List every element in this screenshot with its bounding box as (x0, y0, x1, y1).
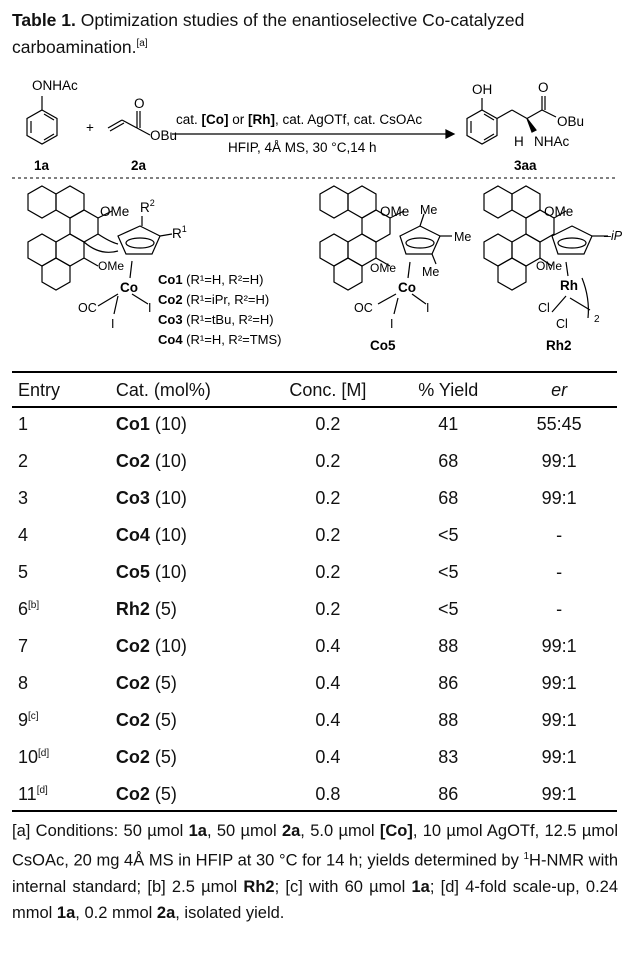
rh2-substituent: –iP (604, 229, 623, 243)
cell-yield: 86 (438, 673, 459, 693)
cell-catalyst (96, 665, 261, 702)
catalyst-name: Co2 (115, 673, 150, 693)
rh2-metal: Rh (560, 278, 578, 293)
catalyst-loading: (10) (149, 414, 187, 434)
catalyst-name: Co2 (115, 636, 150, 656)
header-entry: Entry (18, 379, 61, 400)
cell-conc: 0.4 (315, 710, 341, 730)
cell-er: - (556, 562, 563, 582)
cell-er: 55:45 (536, 414, 582, 434)
table-body (12, 406, 617, 813)
legend-co1: Co1 (R¹=H, R²=H) (158, 272, 264, 287)
catalyst-loading: (5) (149, 599, 177, 619)
table-header-row (12, 374, 617, 406)
table-row (12, 702, 617, 739)
cell-er: 99:1 (541, 747, 577, 767)
cell-er: - (556, 599, 563, 619)
table-caption (12, 8, 618, 59)
cell-conc: 0.2 (315, 599, 341, 619)
co-iodide-1: I (111, 317, 115, 331)
co5-iodide-1: I (390, 317, 394, 331)
cell-conc: 0.4 (315, 673, 341, 693)
cell-catalyst (96, 776, 261, 813)
rh2-subscript: 2 (594, 314, 600, 325)
catalyst-name: Co2 (115, 451, 150, 471)
table-row (12, 591, 617, 628)
entry-number: 3 (18, 488, 29, 508)
cell-conc: 0.2 (315, 488, 341, 508)
co5-me-2: Me (454, 230, 472, 244)
legend-co2: Co2 (R¹=iPr, R²=H) (158, 292, 270, 307)
cell-er: 99:1 (541, 636, 577, 656)
entry-number: 11 (18, 784, 37, 804)
conditions-line-1: cat. [Co] or [Rh], cat. AgOTf, cat. CsOAc (176, 112, 423, 127)
cell-entry (12, 517, 96, 554)
co5-label: Co5 (370, 338, 396, 353)
table-row (12, 739, 617, 776)
cell-er: 99:1 (541, 710, 577, 730)
catalyst-name: Co2 (115, 710, 150, 730)
footnote-bold: 1a (411, 877, 430, 896)
rh2-ome-top: OMe (544, 204, 574, 219)
footnote-text: 2.5 µmol (165, 877, 244, 896)
cell-entry (12, 739, 96, 776)
catalyst-name: Co4 (115, 525, 150, 545)
cell-yield: 68 (438, 451, 459, 471)
entry-note: [d] (36, 785, 48, 796)
cell-entry (12, 665, 96, 702)
footnote-text: ; (274, 877, 286, 896)
cell-er: 99:1 (541, 673, 577, 693)
catalyst-loading: (10) (149, 562, 187, 582)
cell-entry (12, 480, 96, 517)
cell-catalyst (96, 480, 261, 517)
co5-ome-bottom: OMe (370, 261, 397, 275)
entry-number: 9 (18, 710, 29, 730)
cell-entry (12, 776, 96, 813)
reagent-2a-group: OBu (150, 128, 178, 143)
entry-number: 5 (18, 562, 29, 582)
cell-conc: 0.2 (315, 562, 341, 582)
cell-yield: <5 (437, 562, 459, 582)
co5-me-1: Me (420, 203, 438, 217)
entry-number: 10 (18, 747, 39, 767)
entry-number: 7 (18, 636, 29, 656)
catalyst-name: Co5 (115, 562, 150, 582)
footnote-bold: 1a (56, 903, 76, 922)
footnote-text: with 60 µmol (302, 877, 412, 896)
catalyst-name: Rh2 (115, 599, 150, 619)
cell-yield: 88 (438, 636, 459, 656)
cell-er: 99:1 (541, 488, 577, 508)
cell-conc: 0.4 (315, 636, 341, 656)
footnote-text: , 0.2 mmol (75, 903, 157, 922)
catalyst-name: Co1 (115, 414, 150, 434)
catalyst-loading: (5) (149, 710, 177, 730)
cell-conc: 0.2 (315, 525, 341, 545)
cell-yield: 88 (438, 710, 459, 730)
table-footnote (12, 818, 618, 926)
cell-catalyst (96, 517, 261, 554)
header-cat: Cat. (mol%) (115, 379, 211, 400)
footnote-bold: 1a (188, 822, 207, 840)
footnote-bold: 2a (281, 822, 301, 840)
entry-number: 8 (18, 673, 29, 693)
product-amide: NHAc (534, 134, 570, 149)
product-oh: OH (472, 82, 493, 97)
cell-catalyst (96, 739, 261, 776)
co-r1: $R^1$ (172, 224, 187, 241)
legend-co4: Co4 (R¹=H, R²=TMS) (158, 332, 282, 347)
cell-catalyst (96, 406, 261, 443)
cell-entry (12, 443, 96, 480)
table-row (12, 406, 617, 443)
footnote-text: Conditions: 50 µmol (30, 822, 189, 840)
footnote-bold: Rh2 (243, 877, 275, 896)
cell-yield: 86 (438, 784, 459, 804)
cell-yield: <5 (437, 599, 459, 619)
caption-text: Optimization studies of the enantioselective Co-catalyzed carboamination. (12, 10, 525, 57)
reagent-2a-carbonyl: O (134, 96, 145, 111)
footnote-bold: [Co] (379, 822, 413, 840)
catalyst-name: Co2 (115, 784, 150, 804)
footnote-text: , 10 µmol AgOTf, 12.5 µmol CsOAc, 20 mg 4Å MS in HFIP at 30 °C for 14 h; yields determined by (12, 822, 618, 870)
caption-label: Table 1. (12, 10, 76, 30)
entry-number: 6 (18, 599, 29, 619)
reagent-1a-label: 1a (34, 158, 50, 173)
catalyst-loading: (5) (149, 673, 177, 693)
reaction-scheme (0, 66, 627, 366)
cell-conc: 0.8 (315, 784, 341, 804)
rh2-ome-bottom: OMe (536, 259, 563, 273)
catalyst-name: Co2 (115, 747, 150, 767)
cell-catalyst (96, 702, 261, 739)
conditions-line-2: HFIP, 4Å MS, 30 °C,14 h (228, 140, 377, 155)
table-row (12, 776, 617, 813)
co-r2: $R^2$ (140, 198, 155, 215)
product-ester: OBu (557, 114, 585, 129)
cell-yield: 68 (438, 488, 459, 508)
caption-note-marker: [a] (136, 38, 148, 49)
cell-er: 99:1 (541, 451, 577, 471)
cell-yield: 83 (438, 747, 459, 767)
cell-catalyst (96, 443, 261, 480)
catalyst-loading: (5) (149, 747, 177, 767)
entry-note: [c] (28, 711, 39, 722)
cell-entry (12, 406, 96, 443)
cell-er: - (556, 525, 563, 545)
cell-catalyst (96, 628, 261, 665)
co5-me-3: Me (422, 265, 440, 279)
cell-catalyst (96, 554, 261, 591)
catalyst-loading: (10) (149, 451, 187, 471)
co-iodide-2: I (148, 301, 152, 315)
entry-number: 4 (18, 525, 29, 545)
reagent-2a-structure (108, 111, 150, 135)
co-ome-top: OMe (100, 204, 130, 219)
cell-entry (12, 591, 96, 628)
plus-sign: + (86, 120, 94, 135)
rh2-cl-1: Cl (538, 301, 550, 315)
footnote-text: , isolated yield. (175, 903, 285, 922)
footnote-bold: 2a (156, 903, 176, 922)
cell-catalyst (96, 591, 261, 628)
footnote-d-marker: [d] (440, 877, 460, 896)
footnote-text: H-NMR with internal standard; (12, 851, 618, 896)
catalyst-name: Co3 (115, 488, 150, 508)
co-metal: Co (120, 280, 138, 295)
catalyst-loading: (10) (149, 488, 187, 508)
footnote-c-marker: [c] (285, 877, 303, 896)
cell-er: 99:1 (541, 784, 577, 804)
product-h: H (514, 134, 524, 149)
rh2-cl-2: Cl (556, 317, 568, 331)
catalyst-loading: (5) (149, 784, 177, 804)
catalyst-loading: (10) (149, 636, 187, 656)
optimization-table (12, 374, 617, 813)
footnote-text: , 50 µmol (206, 822, 282, 840)
cell-entry (12, 628, 96, 665)
footnote-a-marker: [a] (12, 822, 31, 840)
cell-entry (12, 554, 96, 591)
footnote-text: 4-fold scale-up, 0.24 mmol (12, 877, 619, 922)
cell-entry (12, 702, 96, 739)
table-row (12, 665, 617, 702)
reagent-2a-label: 2a (131, 158, 147, 173)
footnote-text: , 5.0 µmol (300, 822, 380, 840)
header-yield: % Yield (418, 379, 479, 400)
cell-conc: 0.2 (315, 451, 341, 471)
cell-conc: 0.2 (315, 414, 341, 434)
reagent-1a-structure (27, 96, 57, 144)
co-ome-bottom: OMe (98, 259, 125, 273)
footnote-sup: 1 (523, 851, 530, 862)
rh2-label: Rh2 (546, 338, 572, 353)
entry-number: 1 (18, 414, 29, 434)
entry-note: [b] (28, 600, 40, 611)
co-ligand: OC (78, 301, 97, 315)
co5-ligand: OC (354, 301, 373, 315)
reagent-1a-group: ONHAc (32, 78, 78, 93)
header-er: er (551, 379, 568, 400)
co5-iodide-2: I (426, 301, 430, 315)
co5-ome-top: OMe (380, 204, 410, 219)
product-carbonyl: O (538, 80, 549, 95)
table-row (12, 480, 617, 517)
table-row (12, 554, 617, 591)
catalyst-loading: (10) (149, 525, 187, 545)
co5-metal: Co (398, 280, 416, 295)
entry-note: [d] (38, 748, 50, 759)
footnote-b-marker: [b] (147, 877, 166, 896)
cell-yield: 41 (438, 414, 459, 434)
header-conc: Conc. [M] (289, 379, 367, 400)
cell-conc: 0.4 (315, 747, 341, 767)
entry-number: 2 (18, 451, 29, 471)
footnote-text: ; (429, 877, 441, 896)
product-label: 3aa (514, 158, 537, 173)
legend-co3: Co3 (R¹=tBu, R²=H) (158, 312, 274, 327)
cell-yield: <5 (437, 525, 459, 545)
table-top-rule (12, 371, 617, 373)
table-row (12, 628, 617, 665)
table-row (12, 517, 617, 554)
table-row (12, 443, 617, 480)
